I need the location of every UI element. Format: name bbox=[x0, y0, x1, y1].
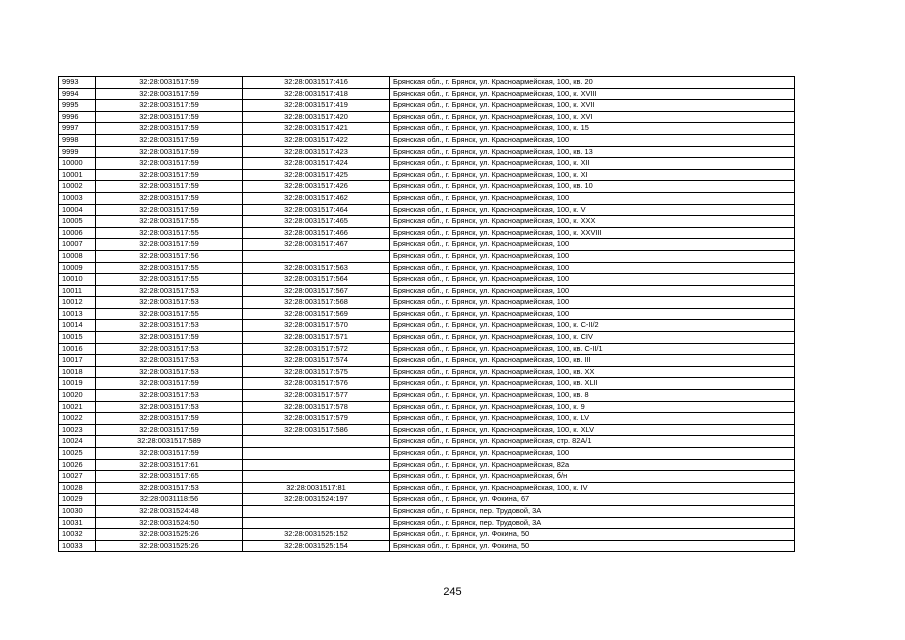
object-cadastral-number-cell: 32:28:0031517:564 bbox=[243, 274, 390, 286]
address-cell: Брянская обл., г. Брянск, ул. Красноармейская, 100 bbox=[390, 192, 795, 204]
table-row bbox=[59, 227, 795, 239]
cadastral-table bbox=[58, 76, 795, 552]
table-row bbox=[59, 436, 795, 448]
land-cadastral-number-cell: 32:28:0031517:53 bbox=[96, 343, 243, 355]
address-cell: Брянская обл., г. Брянск, ул. Красноармейская, 100, к. CIV bbox=[390, 332, 795, 344]
row-number-cell: 10005 bbox=[59, 216, 96, 228]
table-row bbox=[59, 448, 795, 460]
address-cell: Брянская обл., г. Брянск, ул. Красноармейская, 100, к. LV bbox=[390, 413, 795, 425]
row-number-cell: 9994 bbox=[59, 88, 96, 100]
land-cadastral-number-cell: 32:28:0031517:55 bbox=[96, 308, 243, 320]
land-cadastral-number-cell: 32:28:0031517:589 bbox=[96, 436, 243, 448]
row-number-cell: 9998 bbox=[59, 134, 96, 146]
table-row bbox=[59, 274, 795, 286]
object-cadastral-number-cell: 32:28:0031517:572 bbox=[243, 343, 390, 355]
land-cadastral-number-cell: 32:28:0031517:59 bbox=[96, 158, 243, 170]
land-cadastral-number-cell: 32:28:0031517:59 bbox=[96, 134, 243, 146]
object-cadastral-number-cell: 32:28:0031517:416 bbox=[243, 77, 390, 89]
object-cadastral-number-cell: 32:28:0031517:586 bbox=[243, 424, 390, 436]
land-cadastral-number-cell: 32:28:0031517:59 bbox=[96, 181, 243, 193]
address-cell: Брянская обл., г. Брянск, ул. Красноармейская, 100 bbox=[390, 274, 795, 286]
land-cadastral-number-cell: 32:28:0031517:59 bbox=[96, 100, 243, 112]
row-number-cell: 10018 bbox=[59, 366, 96, 378]
table-row bbox=[59, 100, 795, 112]
land-cadastral-number-cell: 32:28:0031517:65 bbox=[96, 471, 243, 483]
table-row bbox=[59, 529, 795, 541]
object-cadastral-number-cell: 32:28:0031525:154 bbox=[243, 540, 390, 552]
row-number-cell: 10015 bbox=[59, 332, 96, 344]
land-cadastral-number-cell: 32:28:0031517:61 bbox=[96, 459, 243, 471]
row-number-cell: 9996 bbox=[59, 111, 96, 123]
address-cell: Брянская обл., г. Брянск, ул. Красноармейская, 100, к. XXVIII bbox=[390, 227, 795, 239]
land-cadastral-number-cell: 32:28:0031517:55 bbox=[96, 227, 243, 239]
object-cadastral-number-cell: 32:28:0031517:571 bbox=[243, 332, 390, 344]
address-cell: Брянская обл., г. Брянск, ул. Красноармейская, 100, к. V bbox=[390, 204, 795, 216]
row-number-cell: 10026 bbox=[59, 459, 96, 471]
address-cell: Брянская обл., г. Брянск, ул. Красноармейская, 100 bbox=[390, 262, 795, 274]
land-cadastral-number-cell: 32:28:0031517:53 bbox=[96, 366, 243, 378]
row-number-cell: 9995 bbox=[59, 100, 96, 112]
land-cadastral-number-cell: 32:28:0031517:59 bbox=[96, 448, 243, 460]
address-cell: Брянская обл., г. Брянск, ул. Красноармейская, 100, к. 15 bbox=[390, 123, 795, 135]
object-cadastral-number-cell: 32:28:0031517:466 bbox=[243, 227, 390, 239]
table-row bbox=[59, 459, 795, 471]
land-cadastral-number-cell: 32:28:0031118:56 bbox=[96, 494, 243, 506]
land-cadastral-number-cell: 32:28:0031517:53 bbox=[96, 355, 243, 367]
table-row bbox=[59, 204, 795, 216]
object-cadastral-number-cell: 32:28:0031524:197 bbox=[243, 494, 390, 506]
land-cadastral-number-cell: 32:28:0031517:59 bbox=[96, 239, 243, 251]
table-row bbox=[59, 216, 795, 228]
row-number-cell: 10033 bbox=[59, 540, 96, 552]
table-row bbox=[59, 390, 795, 402]
address-cell: Брянская обл., г. Брянск, ул. Красноармейская, 100, к. XI bbox=[390, 169, 795, 181]
table-row bbox=[59, 297, 795, 309]
object-cadastral-number-cell: 32:28:0031517:577 bbox=[243, 390, 390, 402]
table-row bbox=[59, 192, 795, 204]
object-cadastral-number-cell bbox=[243, 250, 390, 262]
land-cadastral-number-cell: 32:28:0031517:55 bbox=[96, 274, 243, 286]
address-cell: Брянская обл., г. Брянск, ул. Красноармейская, б/н bbox=[390, 471, 795, 483]
row-number-cell: 9999 bbox=[59, 146, 96, 158]
object-cadastral-number-cell: 32:28:0031517:467 bbox=[243, 239, 390, 251]
table-row bbox=[59, 505, 795, 517]
land-cadastral-number-cell: 32:28:0031517:59 bbox=[96, 204, 243, 216]
address-cell: Брянская обл., г. Брянск, ул. Красноармейская, 100, кв. XX bbox=[390, 366, 795, 378]
object-cadastral-number-cell: 32:28:0031517:570 bbox=[243, 320, 390, 332]
row-number-cell: 10009 bbox=[59, 262, 96, 274]
object-cadastral-number-cell: 32:28:0031517:425 bbox=[243, 169, 390, 181]
address-cell: Брянская обл., г. Брянск, пер. Трудовой, 3А bbox=[390, 505, 795, 517]
address-cell: Брянская обл., г. Брянск, ул. Красноармейская, 100, кв. III bbox=[390, 355, 795, 367]
table-row bbox=[59, 424, 795, 436]
table-row bbox=[59, 146, 795, 158]
object-cadastral-number-cell bbox=[243, 459, 390, 471]
table-row bbox=[59, 332, 795, 344]
table-row bbox=[59, 401, 795, 413]
object-cadastral-number-cell: 32:28:0031517:420 bbox=[243, 111, 390, 123]
object-cadastral-number-cell: 32:28:0031517:424 bbox=[243, 158, 390, 170]
land-cadastral-number-cell: 32:28:0031517:59 bbox=[96, 332, 243, 344]
address-cell: Брянская обл., г. Брянск, ул. Фокина, 50 bbox=[390, 540, 795, 552]
row-number-cell: 10024 bbox=[59, 436, 96, 448]
object-cadastral-number-cell: 32:28:0031517:465 bbox=[243, 216, 390, 228]
object-cadastral-number-cell bbox=[243, 436, 390, 448]
address-cell: Брянская обл., г. Брянск, ул. Красноармейская, 100, к. IV bbox=[390, 482, 795, 494]
table-row bbox=[59, 181, 795, 193]
object-cadastral-number-cell: 32:28:0031517:423 bbox=[243, 146, 390, 158]
land-cadastral-number-cell: 32:28:0031517:55 bbox=[96, 216, 243, 228]
table-row bbox=[59, 482, 795, 494]
land-cadastral-number-cell: 32:28:0031517:59 bbox=[96, 77, 243, 89]
table-row bbox=[59, 366, 795, 378]
row-number-cell: 10025 bbox=[59, 448, 96, 460]
object-cadastral-number-cell: 32:28:0031517:462 bbox=[243, 192, 390, 204]
object-cadastral-number-cell: 32:28:0031517:569 bbox=[243, 308, 390, 320]
row-number-cell: 10022 bbox=[59, 413, 96, 425]
table-row bbox=[59, 77, 795, 89]
row-number-cell: 10031 bbox=[59, 517, 96, 529]
address-cell: Брянская обл., г. Брянск, ул. Красноармейская, 100, кв. С-II/1 bbox=[390, 343, 795, 355]
row-number-cell: 10020 bbox=[59, 390, 96, 402]
address-cell: Брянская обл., г. Брянск, ул. Красноармейская, стр. 82А/1 bbox=[390, 436, 795, 448]
address-cell: Брянская обл., г. Брянск, ул. Красноармейская, 100, кв. 13 bbox=[390, 146, 795, 158]
object-cadastral-number-cell: 32:28:0031517:563 bbox=[243, 262, 390, 274]
row-number-cell: 10002 bbox=[59, 181, 96, 193]
table-row bbox=[59, 343, 795, 355]
address-cell: Брянская обл., г. Брянск, ул. Красноармейская, 100, к. XVIII bbox=[390, 88, 795, 100]
object-cadastral-number-cell bbox=[243, 448, 390, 460]
land-cadastral-number-cell: 32:28:0031517:53 bbox=[96, 297, 243, 309]
table-row bbox=[59, 355, 795, 367]
row-number-cell: 10023 bbox=[59, 424, 96, 436]
land-cadastral-number-cell: 32:28:0031517:59 bbox=[96, 146, 243, 158]
land-cadastral-number-cell: 32:28:0031517:59 bbox=[96, 192, 243, 204]
object-cadastral-number-cell: 32:28:0031517:81 bbox=[243, 482, 390, 494]
table-row bbox=[59, 320, 795, 332]
address-cell: Брянская обл., г. Брянск, ул. Красноармейская, 100, к. XXX bbox=[390, 216, 795, 228]
row-number-cell: 10030 bbox=[59, 505, 96, 517]
land-cadastral-number-cell: 32:28:0031517:53 bbox=[96, 390, 243, 402]
row-number-cell: 10017 bbox=[59, 355, 96, 367]
land-cadastral-number-cell: 32:28:0031517:59 bbox=[96, 169, 243, 181]
object-cadastral-number-cell: 32:28:0031517:576 bbox=[243, 378, 390, 390]
address-cell: Брянская обл., г. Брянск, ул. Красноармейская, 100 bbox=[390, 239, 795, 251]
land-cadastral-number-cell: 32:28:0031525:26 bbox=[96, 529, 243, 541]
row-number-cell: 10007 bbox=[59, 239, 96, 251]
row-number-cell: 9997 bbox=[59, 123, 96, 135]
row-number-cell: 10010 bbox=[59, 274, 96, 286]
table-row bbox=[59, 169, 795, 181]
table-body bbox=[59, 77, 795, 552]
land-cadastral-number-cell: 32:28:0031517:59 bbox=[96, 378, 243, 390]
address-cell: Брянская обл., г. Брянск, ул. Красноармейская, 100, к. С-II/2 bbox=[390, 320, 795, 332]
object-cadastral-number-cell: 32:28:0031517:574 bbox=[243, 355, 390, 367]
object-cadastral-number-cell bbox=[243, 517, 390, 529]
row-number-cell: 10012 bbox=[59, 297, 96, 309]
row-number-cell: 10006 bbox=[59, 227, 96, 239]
row-number-cell: 10000 bbox=[59, 158, 96, 170]
address-cell: Брянская обл., г. Брянск, ул. Красноармейская, 100 bbox=[390, 134, 795, 146]
address-cell: Брянская обл., г. Брянск, ул. Красноармейская, 100 bbox=[390, 308, 795, 320]
row-number-cell: 10004 bbox=[59, 204, 96, 216]
row-number-cell: 10029 bbox=[59, 494, 96, 506]
land-cadastral-number-cell: 32:28:0031517:59 bbox=[96, 111, 243, 123]
land-cadastral-number-cell: 32:28:0031517:53 bbox=[96, 482, 243, 494]
row-number-cell: 10013 bbox=[59, 308, 96, 320]
row-number-cell: 10032 bbox=[59, 529, 96, 541]
page-number: 245 bbox=[443, 586, 462, 598]
table-row bbox=[59, 285, 795, 297]
table-row bbox=[59, 378, 795, 390]
object-cadastral-number-cell: 32:28:0031517:422 bbox=[243, 134, 390, 146]
table-row bbox=[59, 494, 795, 506]
address-cell: Брянская обл., г. Брянск, ул. Красноармейская, 100, к. 9 bbox=[390, 401, 795, 413]
row-number-cell: 10027 bbox=[59, 471, 96, 483]
row-number-cell: 10016 bbox=[59, 343, 96, 355]
address-cell: Брянская обл., г. Брянск, ул. Красноармейская, 100 bbox=[390, 448, 795, 460]
object-cadastral-number-cell: 32:28:0031517:464 bbox=[243, 204, 390, 216]
row-number-cell: 10019 bbox=[59, 378, 96, 390]
land-cadastral-number-cell: 32:28:0031517:56 bbox=[96, 250, 243, 262]
object-cadastral-number-cell: 32:28:0031517:419 bbox=[243, 100, 390, 112]
address-cell: Брянская обл., г. Брянск, ул. Красноармейская, 100 bbox=[390, 250, 795, 262]
row-number-cell: 10021 bbox=[59, 401, 96, 413]
land-cadastral-number-cell: 32:28:0031525:26 bbox=[96, 540, 243, 552]
table-row bbox=[59, 540, 795, 552]
table-row bbox=[59, 88, 795, 100]
table-row bbox=[59, 123, 795, 135]
row-number-cell: 9993 bbox=[59, 77, 96, 89]
address-cell: Брянская обл., г. Брянск, ул. Красноармейская, 100, к. XII bbox=[390, 158, 795, 170]
table-row bbox=[59, 308, 795, 320]
row-number-cell: 10011 bbox=[59, 285, 96, 297]
land-cadastral-number-cell: 32:28:0031517:53 bbox=[96, 320, 243, 332]
table-row bbox=[59, 517, 795, 529]
land-cadastral-number-cell: 32:28:0031517:53 bbox=[96, 285, 243, 297]
address-cell: Брянская обл., г. Брянск, ул. Красноармейская, 100, к. XVII bbox=[390, 100, 795, 112]
table-row bbox=[59, 413, 795, 425]
object-cadastral-number-cell: 32:28:0031517:421 bbox=[243, 123, 390, 135]
object-cadastral-number-cell: 32:28:0031517:426 bbox=[243, 181, 390, 193]
address-cell: Брянская обл., г. Брянск, ул. Красноармейская, 100 bbox=[390, 297, 795, 309]
object-cadastral-number-cell: 32:28:0031525:152 bbox=[243, 529, 390, 541]
land-cadastral-number-cell: 32:28:0031524:50 bbox=[96, 517, 243, 529]
table-row bbox=[59, 239, 795, 251]
table-row bbox=[59, 134, 795, 146]
address-cell: Брянская обл., г. Брянск, ул. Красноармейская, 100, кв. 10 bbox=[390, 181, 795, 193]
address-cell: Брянская обл., г. Брянск, ул. Красноармейская, 100, к. XLV bbox=[390, 424, 795, 436]
land-cadastral-number-cell: 32:28:0031524:48 bbox=[96, 505, 243, 517]
land-cadastral-number-cell: 32:28:0031517:59 bbox=[96, 424, 243, 436]
address-cell: Брянская обл., г. Брянск, ул. Красноармейская, 82а bbox=[390, 459, 795, 471]
object-cadastral-number-cell: 32:28:0031517:575 bbox=[243, 366, 390, 378]
object-cadastral-number-cell: 32:28:0031517:418 bbox=[243, 88, 390, 100]
object-cadastral-number-cell: 32:28:0031517:568 bbox=[243, 297, 390, 309]
table-row bbox=[59, 262, 795, 274]
table-row bbox=[59, 250, 795, 262]
address-cell: Брянская обл., г. Брянск, ул. Красноармейская, 100, кв. 8 bbox=[390, 390, 795, 402]
address-cell: Брянская обл., г. Брянск, ул. Фокина, 50 bbox=[390, 529, 795, 541]
address-cell: Брянская обл., г. Брянск, ул. Красноармейская, 100, кв. XLII bbox=[390, 378, 795, 390]
object-cadastral-number-cell: 32:28:0031517:578 bbox=[243, 401, 390, 413]
object-cadastral-number-cell: 32:28:0031517:579 bbox=[243, 413, 390, 425]
address-cell: Брянская обл., г. Брянск, пер. Трудовой, 3А bbox=[390, 517, 795, 529]
object-cadastral-number-cell: 32:28:0031517:567 bbox=[243, 285, 390, 297]
land-cadastral-number-cell: 32:28:0031517:59 bbox=[96, 88, 243, 100]
object-cadastral-number-cell bbox=[243, 505, 390, 517]
row-number-cell: 10014 bbox=[59, 320, 96, 332]
object-cadastral-number-cell bbox=[243, 471, 390, 483]
land-cadastral-number-cell: 32:28:0031517:55 bbox=[96, 262, 243, 274]
address-cell: Брянская обл., г. Брянск, ул. Красноармейская, 100 bbox=[390, 285, 795, 297]
address-cell: Брянская обл., г. Брянск, ул. Красноармейская, 100, к. XVI bbox=[390, 111, 795, 123]
address-cell: Брянская обл., г. Брянск, ул. Красноармейская, 100, кв. 20 bbox=[390, 77, 795, 89]
row-number-cell: 10028 bbox=[59, 482, 96, 494]
address-cell: Брянская обл., г. Брянск, ул. Фокина, 67 bbox=[390, 494, 795, 506]
land-cadastral-number-cell: 32:28:0031517:53 bbox=[96, 401, 243, 413]
row-number-cell: 10003 bbox=[59, 192, 96, 204]
land-cadastral-number-cell: 32:28:0031517:59 bbox=[96, 123, 243, 135]
row-number-cell: 10001 bbox=[59, 169, 96, 181]
table-row bbox=[59, 111, 795, 123]
land-cadastral-number-cell: 32:28:0031517:59 bbox=[96, 413, 243, 425]
row-number-cell: 10008 bbox=[59, 250, 96, 262]
table-row bbox=[59, 471, 795, 483]
table-row bbox=[59, 158, 795, 170]
